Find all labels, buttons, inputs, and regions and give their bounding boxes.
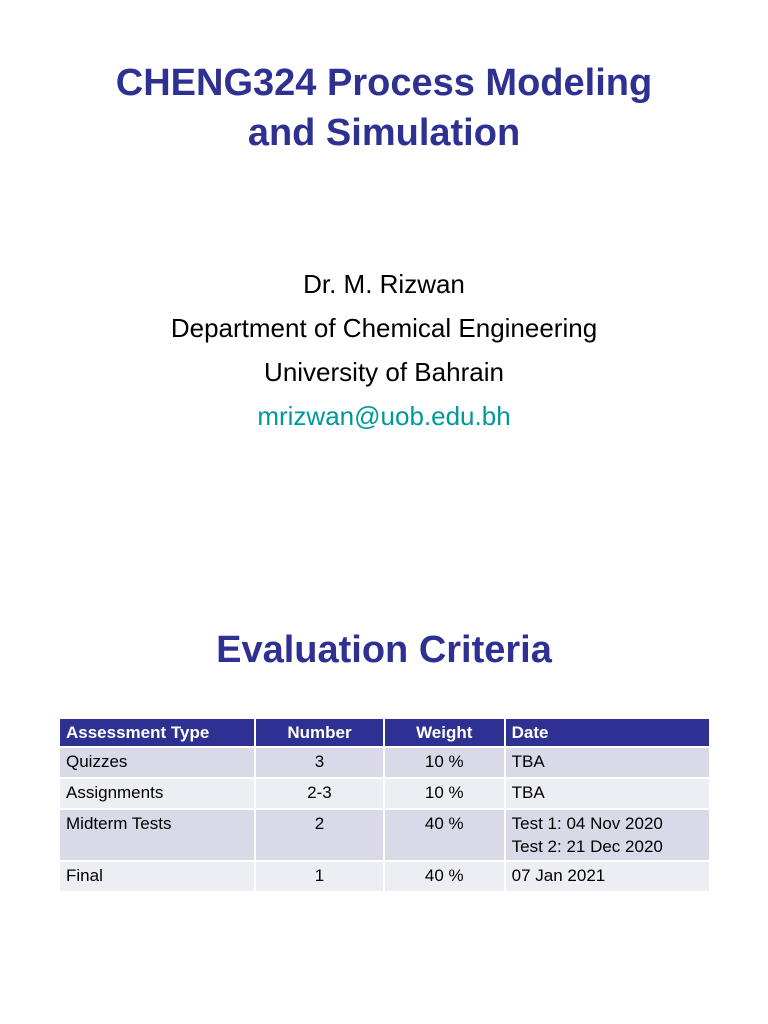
cell-type: Final [60, 862, 254, 891]
university-name: University of Bahrain [264, 357, 504, 387]
cell-number: 2 [256, 810, 383, 860]
cell-date [506, 810, 709, 860]
header-number: Number [256, 719, 383, 746]
course-title [0, 58, 768, 158]
cell-number: 2-3 [256, 779, 383, 808]
department-name: Department of Chemical Engineering [170, 313, 598, 343]
email-link[interactable]: mrizwan@uob.edu.bh [257, 401, 511, 431]
evaluation-table [58, 717, 711, 893]
date-line: 07 Jan 2021 [511, 866, 606, 885]
table-row [60, 862, 709, 891]
cell-date [506, 779, 709, 808]
cell-number: 3 [256, 748, 383, 777]
cell-number: 1 [256, 862, 383, 891]
cell-date [506, 862, 709, 891]
date-line: TBA [511, 752, 545, 771]
cell-type: Midterm Tests [60, 810, 254, 860]
cell-type: Assignments [60, 779, 254, 808]
date-line: Test 2: 21 Dec 2020 [511, 837, 663, 856]
table-row [60, 748, 709, 777]
author-name: Dr. M. Rizwan [303, 269, 465, 299]
date-line: TBA [511, 783, 545, 802]
course-title-line2: and Simulation [247, 112, 521, 154]
table-row [60, 779, 709, 808]
cell-weight: 10 % [385, 779, 504, 808]
cell-weight: 10 % [385, 748, 504, 777]
cell-weight: 40 % [385, 862, 504, 891]
cell-date [506, 748, 709, 777]
author-info [0, 262, 768, 438]
cell-type: Quizzes [60, 748, 254, 777]
date-line: Test 1: 04 Nov 2020 [511, 814, 663, 833]
evaluation-slide [0, 512, 768, 1024]
table-row [60, 810, 709, 860]
header-assessment-type: Assessment Type [60, 719, 254, 746]
evaluation-title: Evaluation Criteria [216, 629, 552, 671]
cell-weight: 40 % [385, 810, 504, 860]
course-title-line1: CHENG324 Process Modeling [115, 62, 653, 104]
header-date: Date [506, 719, 709, 746]
header-weight: Weight [385, 719, 504, 746]
table-header-row [60, 719, 709, 746]
